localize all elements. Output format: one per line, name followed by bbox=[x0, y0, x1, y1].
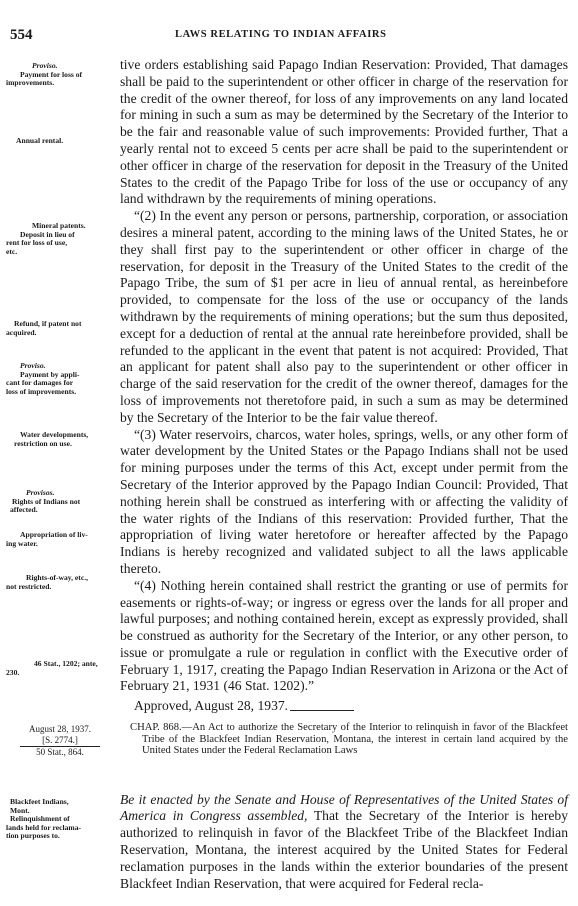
body-paragraph-section-3: “(3) Water reservoirs, charcos, water holes, springs, wells, or any other form of water development by the United States or the Papago Indians shall not be used for mining purposes under the terms of this Act, except under permit from the Secretary of the Interior approved by the Papago Indian Council: Provided, That nothing herein shall be construed as interfering with or affecting the validity of the water rights of the Indians of this reservation: Provided further, That the appropriation of living water heretofore or hereafter affected by the Papago Indians is hereby recognized and validated subject to all the laws applicable thereto. bbox=[120, 426, 568, 576]
body-paragraph-continuation: tive orders establishing said Papago Indian Reservation: Provided, That damages shall be paid to the superintendent or other officer in charge of the reservation for the credit of the owner thereof, for loss of any improvements on any land located for mining in such a sum as may be determined by the Secretary of the Interior to be the fair and reasonable value of such improvements: Provided further, That a yearly rental not to exceed 5 cents per acre shall be paid to the superintendent or other officer in charge of the reservation for deposit in the Treasury of the United States to the credit of the Papago Tribe for loss of the use or occupancy of any land withdrawn by the requirements of mining operations. bbox=[120, 57, 568, 207]
body-paragraph-section-4: “(4) Nothing herein contained shall restrict the granting or use of permits for easements or rights-of-way; or ingress or egress over the lands for all proper and lawful purposes; and nothing contained herein, except as expressly provided, shall be construed as authority for the Secretary of the Interior, or any other person, to issue or promulgate a rule or regulation in conflict with the Executive order of February 1, 1917, creating the Papago Indian Reservation in Arizona or the Act of February 21, 1931 (46 Stat. 1202).” bbox=[120, 577, 568, 694]
approval-date: Approved, August 28, 1937. bbox=[134, 698, 289, 714]
margin-note-stat-citation: 46 Stat., 1202; ante, 230. bbox=[6, 659, 98, 677]
margin-note-blackfeet: Blackfeet Indians, Mont. Relinquishment of lands held for reclama- tion purposes to. bbox=[6, 797, 82, 840]
chapter-citation bbox=[6, 724, 114, 758]
body-paragraph-section-2: “(2) In the event any person or persons, partnership, corporation, or association desires a mineral patent, according to the mining laws of the United States, he or they shall first pay to the superintendent or other officer in charge of the reservation, for deposit in the Treasury of the United States to the credit of the Papago Tribe, the sum of $1 per acre in lieu of annual rental, as hereinbefore provided, to compensate for the loss of the use or occupancy of the lands withdrawn by the requirements of mining operations; but the sum thus deposited, except for a deduction of rental at the annual rate hereinbefore provided, shall be refunded to the applicant in the event that patent is not acquired: Provided, That an applicant for patent shall also pay to the superintendent or other officer in charge of the said reservation for the credit of the owner thereof, damages for the loss of improvements not theretofore paid, in such a sum as may be determined by the Secretary of the Interior to be the fair value thereof. bbox=[120, 208, 568, 425]
enactment-text: That the Secretary of the Interior is hereby authorized to relinquish in favor of the Blackfeet Tribe of the Blackfeet Indian Reservation, Montana, the interest acquired by the United States for Federal reclamation purposes in the lands within the exterior boundaries of the present Blackfeet Indian Reservation, that were acquired for Federal recla- bbox=[120, 808, 568, 891]
margin-note-provisos-rights: Provisos. Rights of Indians not affected. bbox=[10, 488, 81, 514]
margin-note-rights-of-way: Rights-of-way, etc., not restricted. bbox=[6, 573, 89, 591]
main-body-text bbox=[120, 57, 568, 715]
section-divider bbox=[290, 710, 354, 711]
margin-note-water-developments: Water developments, restriction on use. bbox=[14, 430, 89, 448]
chapter-heading: CHAP. 868.—An Act to authorize the Secretary of the Interior to relinquish in favor of the Blackfeet Tribe of the Blackfeet Indian Reservation, Montana, the interest in certain land acquired by the United States under the Federal Reclamation Laws bbox=[130, 722, 568, 757]
margin-note-refund: Refund, if patent not acquired. bbox=[6, 319, 82, 337]
citation-stat: 50 Stat., 864. bbox=[36, 747, 84, 757]
margin-note-proviso-applicant: Proviso. Payment by appli- cant for damages for loss of improvements. bbox=[6, 361, 80, 396]
enacting-clause: Be it enacted by the Senate and House of Representatives of the United States of America in Congress assembled, bbox=[120, 791, 568, 824]
margin-note-mineral-patents: Mineral patents. Deposit in lieu of rent for loss of use, etc. bbox=[6, 221, 86, 256]
citation-bill: [S. 2774.] bbox=[20, 735, 100, 747]
running-title: LAWS RELATING TO INDIAN AFFAIRS bbox=[175, 29, 387, 40]
margin-note-appropriation: Appropriation of liv- ing water. bbox=[6, 530, 88, 548]
page-header bbox=[0, 27, 578, 43]
page-number: 554 bbox=[10, 27, 33, 43]
citation-date: August 28, 1937. bbox=[28, 724, 91, 734]
margin-note-annual-rental: Annual rental. bbox=[16, 136, 64, 145]
margin-note-proviso-payment: Proviso. Payment for loss of improvements. bbox=[6, 61, 83, 87]
enactment-paragraph bbox=[120, 778, 568, 906]
